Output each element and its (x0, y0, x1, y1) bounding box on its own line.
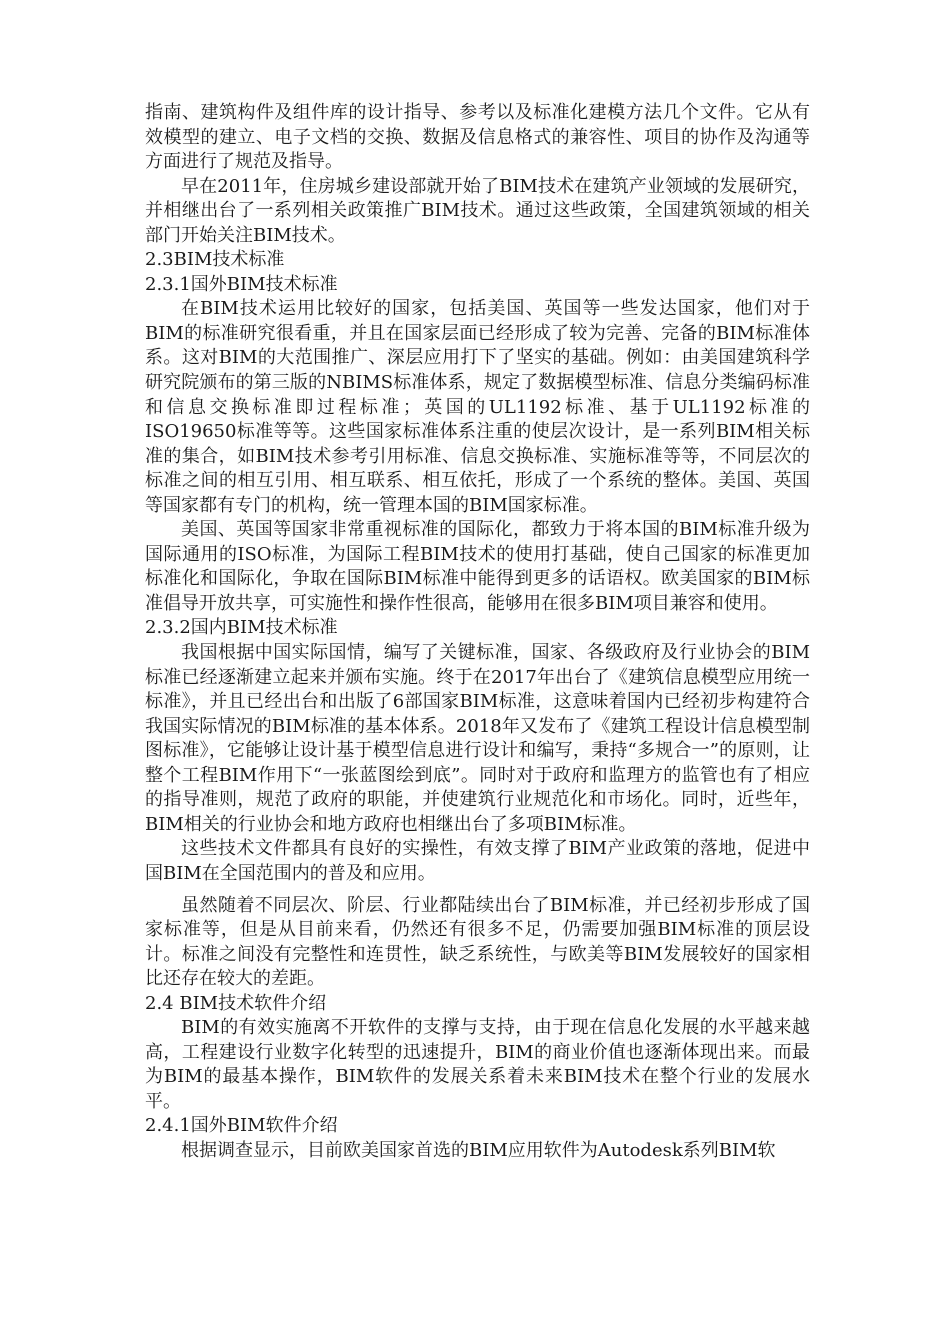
paragraph: 在BIM技术运用比较好的国家，包括美国、英国等一些发达国家，他们对于BIM的标准研究很看重，并且在国家层面已经形成了较为完善、完备的BIM标准体系。这对BIM的大范围推广、深层应用打下了坚实的基础。例如：由美国建筑科学研究院颁布的第三版的NBIMS标准体系，规定了数据模型标准、信息分类编码标准和信息交换标准即过程标准；英国的UL1192标准、基于UL1192标准的ISO19650标准等等。这些国家标准体系注重的使层次设计，是一系列BIM相关标准的集合，如BIM技术参考引用标准、信息交换标准、实施标准等等，不同层次的标准之间的相互引用、相互联系、相互依托，形成了一个系统的整体。美国、英国等国家都有专门的机构，统一管理本国的BIM国家标准。 (145, 298, 810, 516)
paragraph: 根据调查显示，目前欧美国家首选的BIM应用软件为Autodesk系列BIM软 (181, 1139, 776, 1161)
subsection-heading: 2.4.1国外BIM软件介绍 (145, 1115, 338, 1137)
subsection-heading: 2.3.2国内BIM技术标准 (145, 617, 338, 639)
paragraph: 我国根据中国实际国情，编写了关键标准，国家、各级政府及行业协会的BIM标准已经逐渐建立起来并颁布实施。终于在2017年出台了《建筑信息模型应用统一标准》，并且已经出台和出版了6部国家BIM标准，这意味着国内已经初步构建符合我国实际情况的BIM标准的基本体系。2018年又发布了《建筑工程设计信息模型制图标准》，它能够让设计基于模型信息进行设计和编写，秉持“多规合一”的原则，让整个工程BIM作用下“一张蓝图绘到底”。同时对于政府和监理方的监管也有了相应的指导准则，规范了政府的职能，并使建筑行业规范化和市场化。同时，近些年，BIM相关的行业协会和地方政府也相继出台了多项BIM标准。 (145, 642, 810, 835)
section-heading: 2.4 BIM技术软件介绍 (145, 992, 327, 1014)
paragraph: BIM的有效实施离不开软件的支撑与支持，由于现在信息化发展的水平越来越高，工程建设行业数字化转型的迅速提升，BIM的商业价值也逐渐体现出来。而最为BIM的最基本操作，BIM软件的发展关系着未来BIM技术在整个行业的发展水平。 (145, 1017, 810, 1112)
paragraph: 早在2011年，住房城乡建设部就开始了BIM技术在建筑产业领域的发展研究，并相继出台了一系列相关政策推广BIM技术。通过这些政策，全国建筑领域的相关部门开始关注BIM技术。 (145, 175, 810, 246)
subsection-heading: 2.3.1国外BIM技术标准 (145, 273, 338, 295)
section-heading: 2.3BIM技术标准 (145, 249, 285, 271)
paragraph: 指南、建筑构件及组件库的设计指导、参考以及标准化建模方法几个文件。它从有效模型的建立、电子文档的交换、数据及信息格式的兼容性、项目的协作及沟通等方面进行了规范及指导。 (145, 102, 810, 173)
paragraph: 这些技术文件都具有良好的实操性，有效支撑了BIM产业政策的落地，促进中国BIM在全国范围内的普及和应用。 (145, 838, 810, 884)
paragraph: 美国、英国等国家非常重视标准的国际化，都致力于将本国的BIM标准升级为国际通用的ISO标准，为国际工程BIM技术的使用打基础，使自己国家的标准更加标准化和国际化，争取在国际BIM标准中能得到更多的话语权。欧美国家的BIM标准倡导开放共享，可实施性和操作性很高，能够用在很多BIM项目兼容和使用。 (145, 519, 810, 614)
document-body (145, 101, 810, 1164)
paragraph: 虽然随着不同层次、阶层、行业都陆续出台了BIM标准，并已经初步形成了国家标准等，但是从目前来看，仍然还有很多不足，仍需要加强BIM标准的顶层设计。标准之间没有完整性和连贯性，缺乏系统性，与欧美等BIM发展较好的国家相比还存在较大的差距。 (145, 894, 810, 990)
